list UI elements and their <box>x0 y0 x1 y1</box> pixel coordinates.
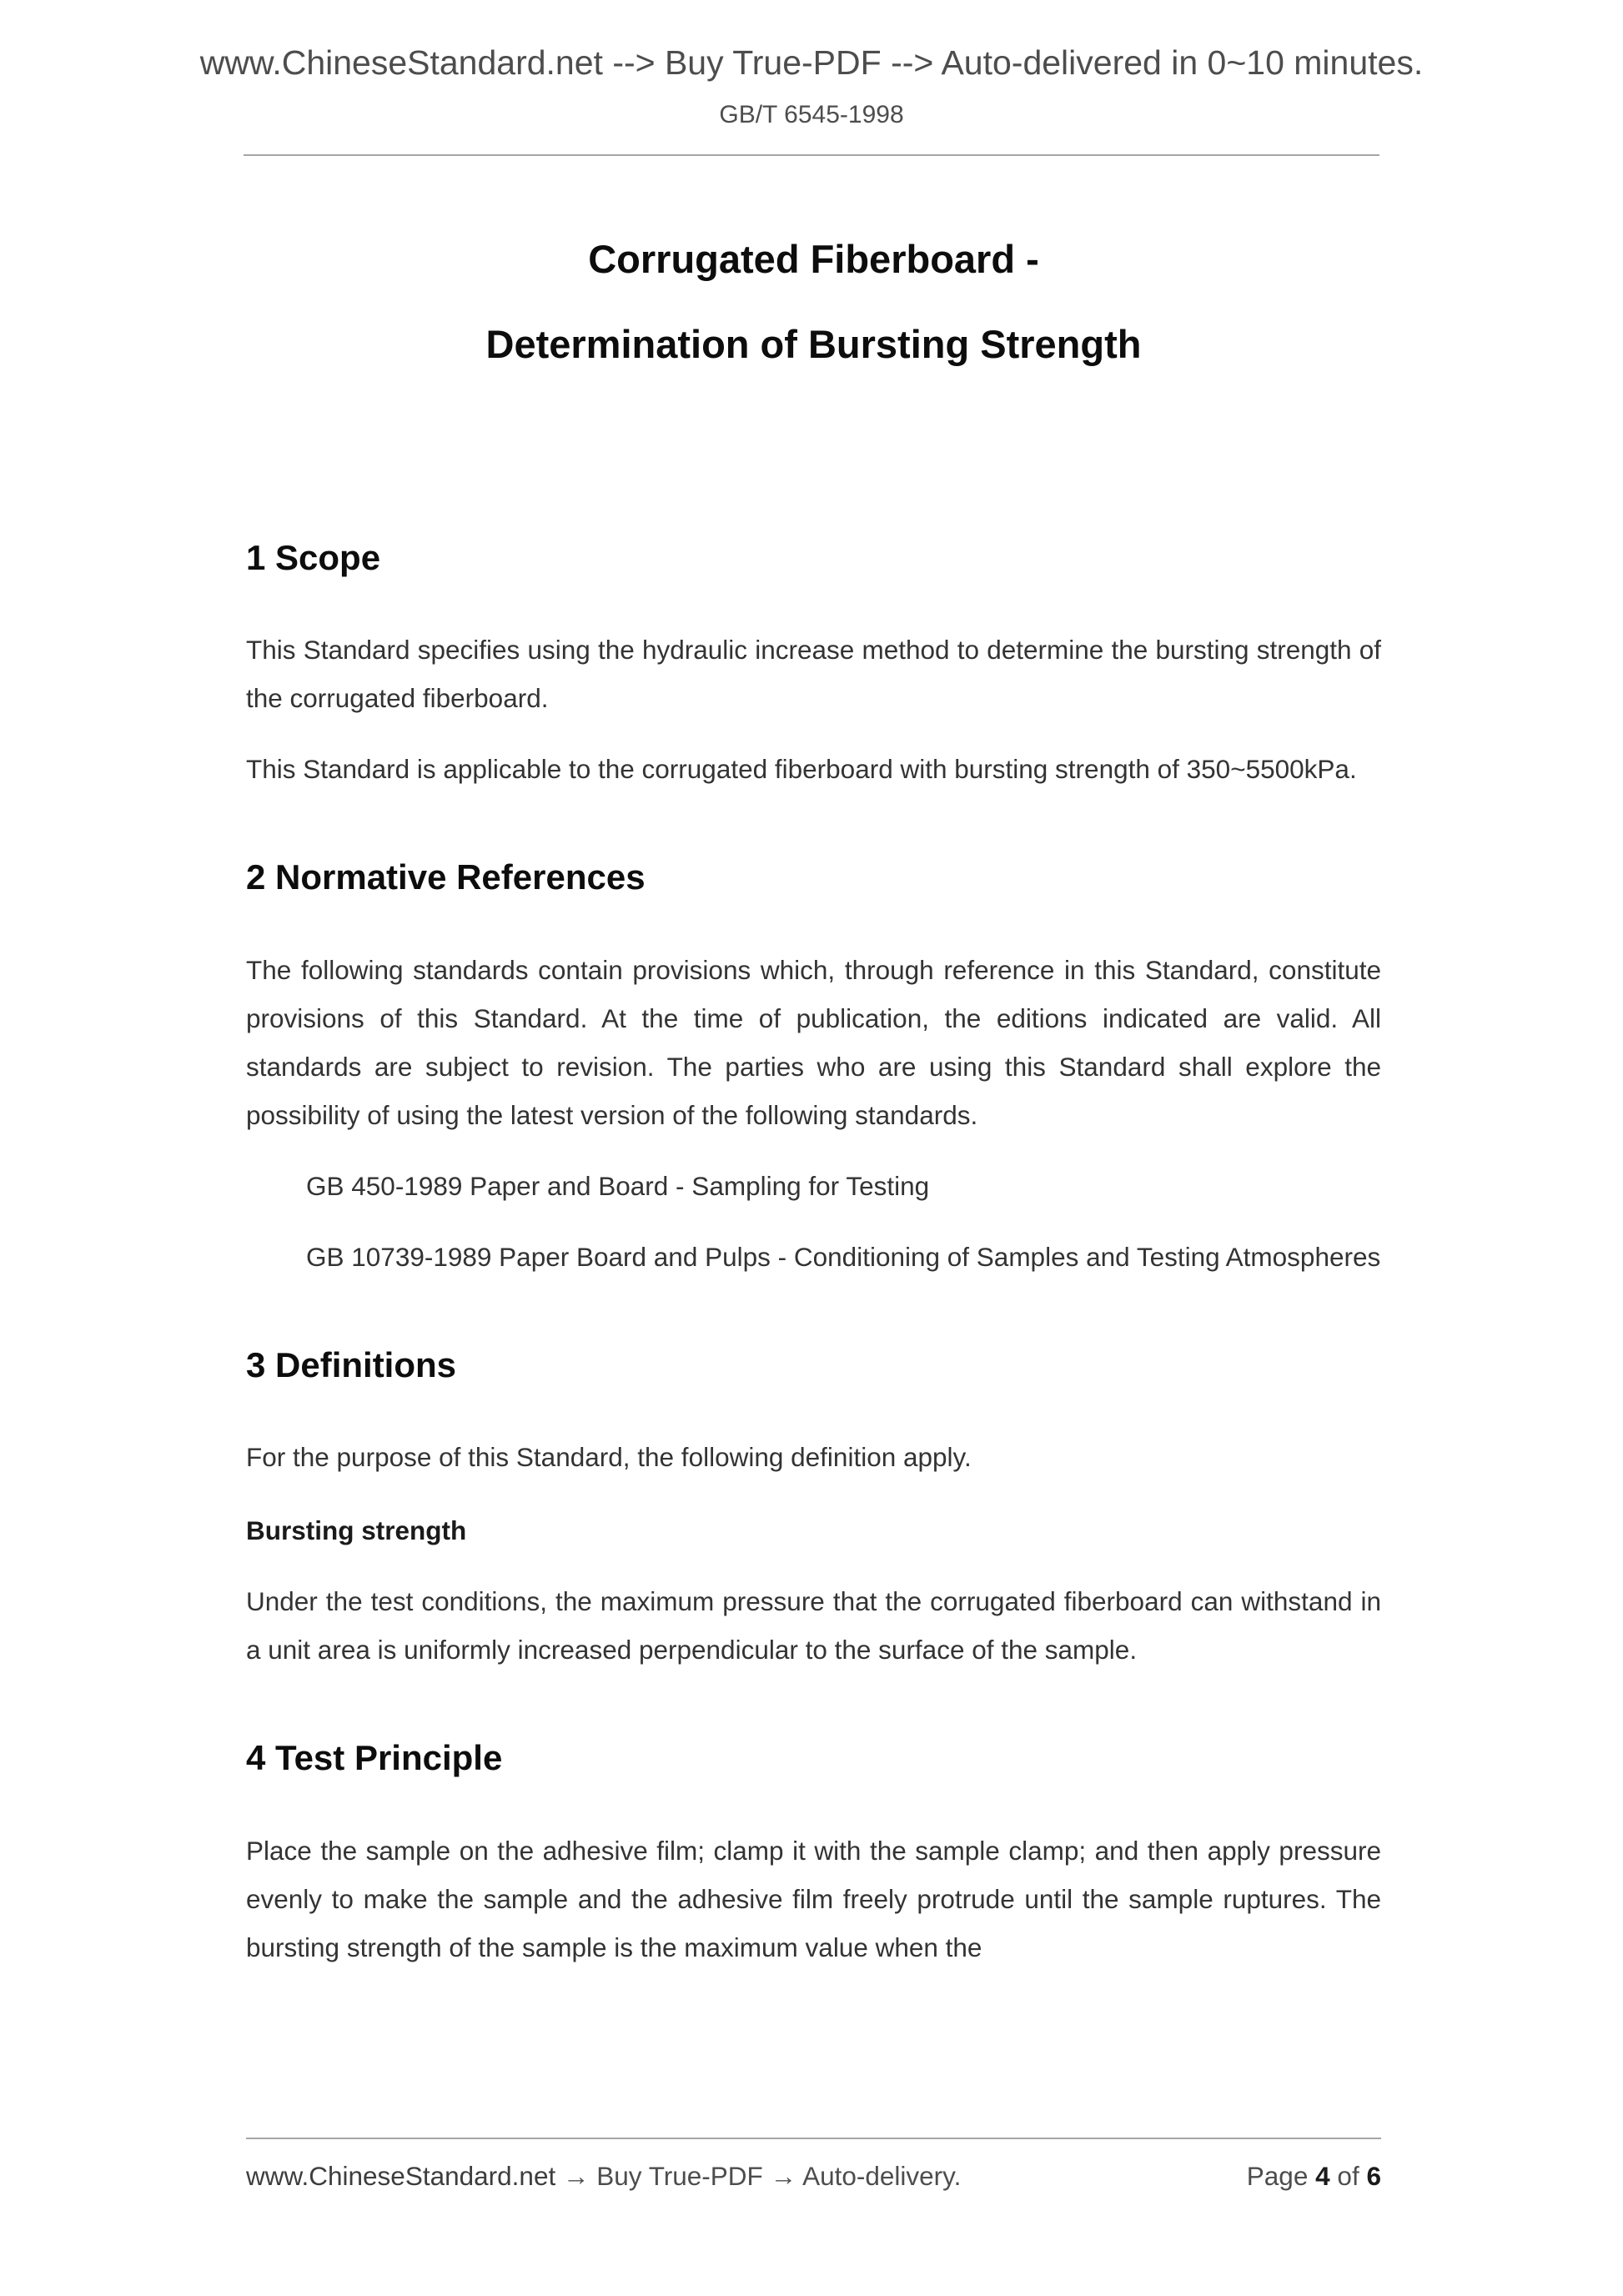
definition-term: Bursting strength <box>246 1515 467 1545</box>
section-heading-references: 2 Normative References <box>246 857 646 897</box>
header-divider <box>244 154 1379 156</box>
section-heading-scope: 1 Scope <box>246 537 381 577</box>
footer-divider <box>246 2138 1381 2139</box>
page-label: Page <box>1246 2161 1309 2191</box>
page-of-label: of <box>1337 2161 1359 2191</box>
page-total: 6 <box>1366 2161 1381 2191</box>
page-header <box>0 0 1623 129</box>
page-footer <box>246 2138 1381 2192</box>
page-current: 4 <box>1315 2161 1330 2191</box>
scope-paragraph-2: This Standard is applicable to the corrugated fiberboard with bursting strength of 350~5500kPa. <box>246 754 1357 784</box>
right-arrow-icon: → <box>562 2161 590 2191</box>
header-promo-link[interactable]: www.ChineseStandard.net --> Buy True-PDF --> Auto-delivered in 0~10 minutes. <box>199 43 1424 82</box>
reference-item-1: GB 450-1989 Paper and Board - Sampling for Testing <box>306 1170 930 1201</box>
right-arrow-icon: → <box>770 2161 797 2191</box>
footer-site-link[interactable]: www.ChineseStandard.net <box>246 2161 556 2191</box>
reference-item-2: GB 10739-1989 Paper Board and Pulps - Conditioning of Samples and Testing Atmospheres <box>306 1241 1381 1272</box>
test-principle-paragraph-1: Place the sample on the adhesive film; clamp it with the sample clamp; and then apply pressure evenly to make the sample and the adhesive film freely protrude until the sample ruptures. The bursting strength of the sample is the maximum value when the <box>246 1835 1381 1962</box>
standard-code: GB/T 6545-1998 <box>719 101 904 128</box>
document-title <box>246 235 1381 369</box>
footer-buy-label: Buy True-PDF <box>596 2161 763 2191</box>
references-paragraph-1: The following standards contain provisions which, through reference in this Standard, constitute provisions of this Standard. At the time of publication, the editions indicated are valid. All standards are subject to revision. The parties who are using this Standard shall explore the possibility of using the latest version of the following standards. <box>246 954 1381 1130</box>
definitions-paragraph-2: Under the test conditions, the maximum pressure that the corrugated fiberboard can withstand in a unit area is uniformly increased perpendicular to the surface of the sample. <box>246 1586 1381 1665</box>
definitions-paragraph-1: For the purpose of this Standard, the following definition apply. <box>246 1442 972 1472</box>
section-heading-definitions: 3 Definitions <box>246 1344 457 1384</box>
title-line-1: Corrugated Fiberboard - <box>588 237 1039 281</box>
footer-promo <box>246 2161 961 2192</box>
section-heading-test-principle: 4 Test Principle <box>246 1738 503 1777</box>
document-content <box>246 235 1381 1972</box>
scope-paragraph-1: This Standard specifies using the hydraulic increase method to determine the bursting strength of the corrugated fiberboard. <box>246 635 1381 713</box>
page-indicator <box>1247 2161 1381 2192</box>
footer-delivery-label: Auto-delivery. <box>802 2161 962 2191</box>
title-line-2: Determination of Bursting Strength <box>485 321 1142 366</box>
footer-row <box>246 2161 1381 2192</box>
